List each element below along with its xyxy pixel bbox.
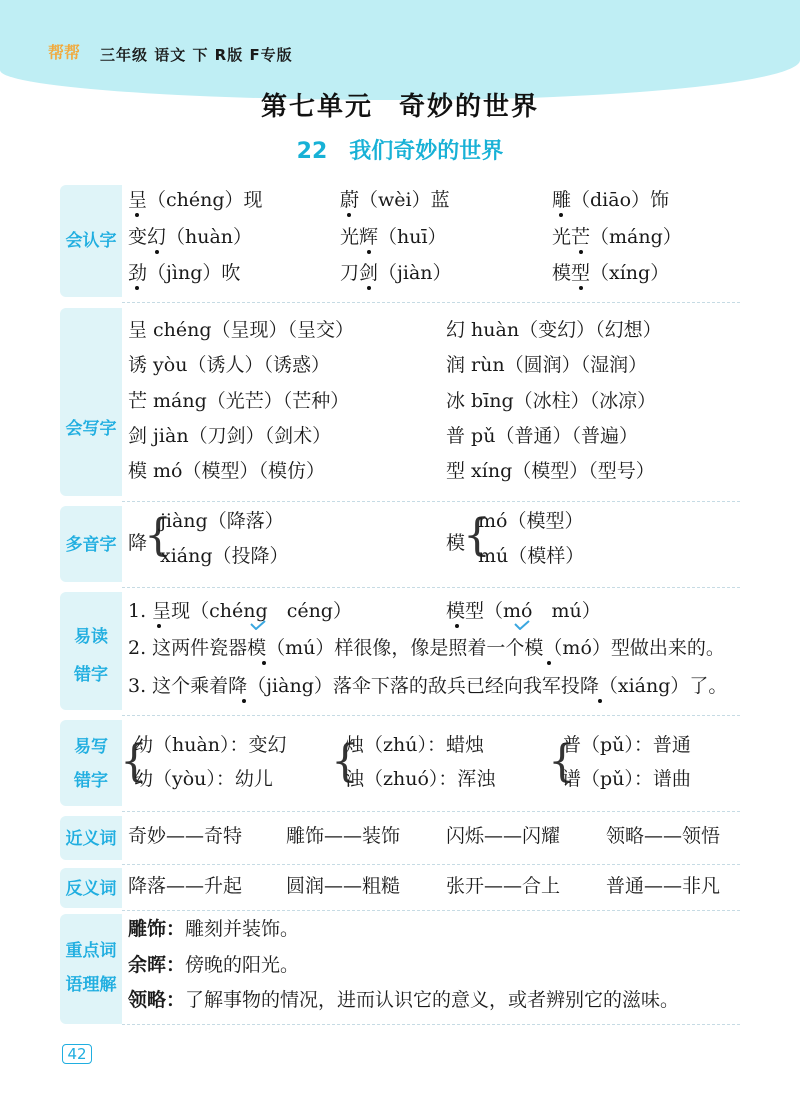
divider (122, 864, 740, 865)
misread-label-2: 错字 (74, 665, 108, 685)
keyterm-label-1: 重点词 (65, 941, 117, 961)
write-item: 诱 yòu（诱人）（诱惑） (128, 354, 330, 376)
write-item: 冰 bīng（冰柱）（冰凉） (446, 390, 657, 412)
recognize-item: 变幻（huàn） (128, 226, 253, 248)
keyterm-def: 傍晚的阳光。 (185, 954, 300, 976)
emphasis-dot (135, 213, 139, 217)
lesson-name: 我们奇妙的世界 (349, 139, 504, 164)
miswrite-item: 浊（zhuó）：浑浊 (345, 768, 496, 790)
synonym-item: 闪烁——闪耀 (446, 825, 561, 847)
keyterm-item (128, 916, 299, 942)
recognize-item: 劲（jìng）吹 (128, 262, 241, 284)
keyterm-item (128, 987, 679, 1013)
antonym-item: 普通——非凡 (606, 875, 721, 897)
misread-item: 3. 这个乘着降（jiàng）落伞下落的敌兵已经向我军投降（xiáng）了。 (128, 675, 728, 697)
polyphone-reading: mó（模型） (478, 510, 584, 532)
synonym-label: 近义词 (65, 829, 117, 849)
keyterm-term: 余晖： (128, 954, 186, 976)
divider (122, 501, 740, 502)
write-item: 呈 chéng（呈现）（呈交） (128, 319, 355, 341)
write-item: 芒 máng（光芒）（芒种） (128, 390, 350, 412)
recognize-label: 会认字 (65, 231, 117, 251)
divider (122, 715, 740, 716)
polyphone-reading: xiáng（投降） (160, 545, 289, 567)
keyterm-def: 雕刻并装饰。 (185, 918, 300, 940)
divider (122, 302, 740, 303)
logo-icon (48, 42, 90, 62)
write-item: 普 pǔ（普通）（普遍） (446, 425, 638, 447)
keyterm-label-2: 语理解 (65, 975, 117, 995)
emphasis-dot (598, 699, 602, 703)
lesson-title (0, 134, 800, 165)
check-icon (514, 620, 530, 630)
misread-item: 1. 呈现（chéng céng） (128, 600, 352, 622)
write-item: 幻 huàn（变幻）（幻想） (446, 319, 662, 341)
miswrite-label-2: 错字 (74, 771, 108, 791)
keyterm-item (128, 952, 299, 978)
brace-icon: { (144, 510, 172, 561)
write-label: 会写字 (65, 419, 117, 439)
emphasis-dot (547, 661, 551, 665)
synonym-item: 领略——领悟 (606, 825, 721, 847)
divider (122, 1024, 740, 1025)
antonym-item: 降落——升起 (128, 875, 243, 897)
lesson-number: 22 (296, 139, 328, 164)
miswrite-item: 普（pǔ）：普通 (562, 734, 691, 756)
write-item: 剑 jiàn（刀剑）（剑术） (128, 425, 332, 447)
recognize-item: 呈（chéng）现 (128, 189, 263, 211)
recognize-item: 雕（diāo）饰 (552, 189, 670, 211)
emphasis-dot (579, 286, 583, 290)
keyterm-label-bg (60, 914, 122, 1024)
emphasis-dot (242, 699, 246, 703)
miswrite-label-1: 易写 (74, 737, 108, 757)
emphasis-dot (157, 624, 161, 628)
miswrite-item: 谱（pǔ）：谱曲 (562, 768, 691, 790)
header-title: 三年级 语文 下 R版 F专版 (100, 46, 293, 64)
polyphone-char: 模 (446, 532, 466, 554)
divider (122, 910, 740, 911)
emphasis-dot (367, 286, 371, 290)
miswrite-item: 幼（yòu）：幼儿 (134, 768, 273, 790)
page-number: 42 (62, 1044, 92, 1064)
synonym-item: 雕饰——装饰 (286, 825, 401, 847)
keyterm-term: 雕饰： (128, 918, 186, 940)
synonym-item: 奇妙——奇特 (128, 825, 243, 847)
emphasis-dot (155, 250, 159, 254)
emphasis-dot (262, 661, 266, 665)
write-item: 型 xíng（模型）（型号） (446, 460, 655, 482)
antonym-item: 张开——合上 (446, 875, 561, 897)
divider (122, 811, 740, 812)
recognize-item: 刀剑（jiàn） (340, 262, 452, 284)
polyphone-reading: jiàng（降落） (160, 510, 284, 532)
unit-title: 第七单元 奇妙的世界 (260, 92, 540, 122)
keyterm-def: 了解事物的情况，进而认识它的意义，或者辨别它的滋味。 (185, 989, 680, 1011)
check-icon (250, 620, 266, 630)
miswrite-item: 幼（huàn）：变幻 (134, 734, 287, 756)
recognize-item: 模型（xíng） (552, 262, 670, 284)
write-item: 模 mó（模型）（模仿） (128, 460, 325, 482)
brace-icon: { (463, 510, 491, 561)
polyphone-reading: mú（模样） (478, 545, 585, 567)
recognize-item: 蔚（wèi）蓝 (340, 189, 450, 211)
miswrite-item: 烛（zhú）：蜡烛 (345, 734, 484, 756)
recognize-item: 光辉（huī） (340, 226, 447, 248)
write-label-bg (60, 308, 122, 496)
misread-label-1: 易读 (74, 627, 108, 647)
brace-icon: { (331, 736, 359, 787)
svg-text:帮帮: 帮帮 (48, 43, 81, 62)
misread-item: 2. 这两件瓷器模（mú）样很像，像是照着一个模（mó）型做出来的。 (128, 637, 725, 659)
antonym-label: 反义词 (65, 879, 117, 899)
polyphone-label: 多音字 (65, 535, 117, 555)
keyterm-term: 领略： (128, 989, 186, 1011)
emphasis-dot (347, 213, 351, 217)
emphasis-dot (455, 624, 459, 628)
emphasis-dot (367, 250, 371, 254)
emphasis-dot (579, 250, 583, 254)
divider (122, 587, 740, 588)
brace-icon: { (548, 736, 576, 787)
emphasis-dot (559, 213, 563, 217)
emphasis-dot (135, 286, 139, 290)
brace-icon: { (120, 736, 148, 787)
misread-item: 模型（mó mú） (446, 600, 601, 622)
recognize-item: 光芒（máng） (552, 226, 682, 248)
write-item: 润 rùn（圆润）（湿润） (446, 354, 648, 376)
polyphone-char: 降 (128, 532, 148, 554)
antonym-item: 圆润——粗糙 (286, 875, 401, 897)
